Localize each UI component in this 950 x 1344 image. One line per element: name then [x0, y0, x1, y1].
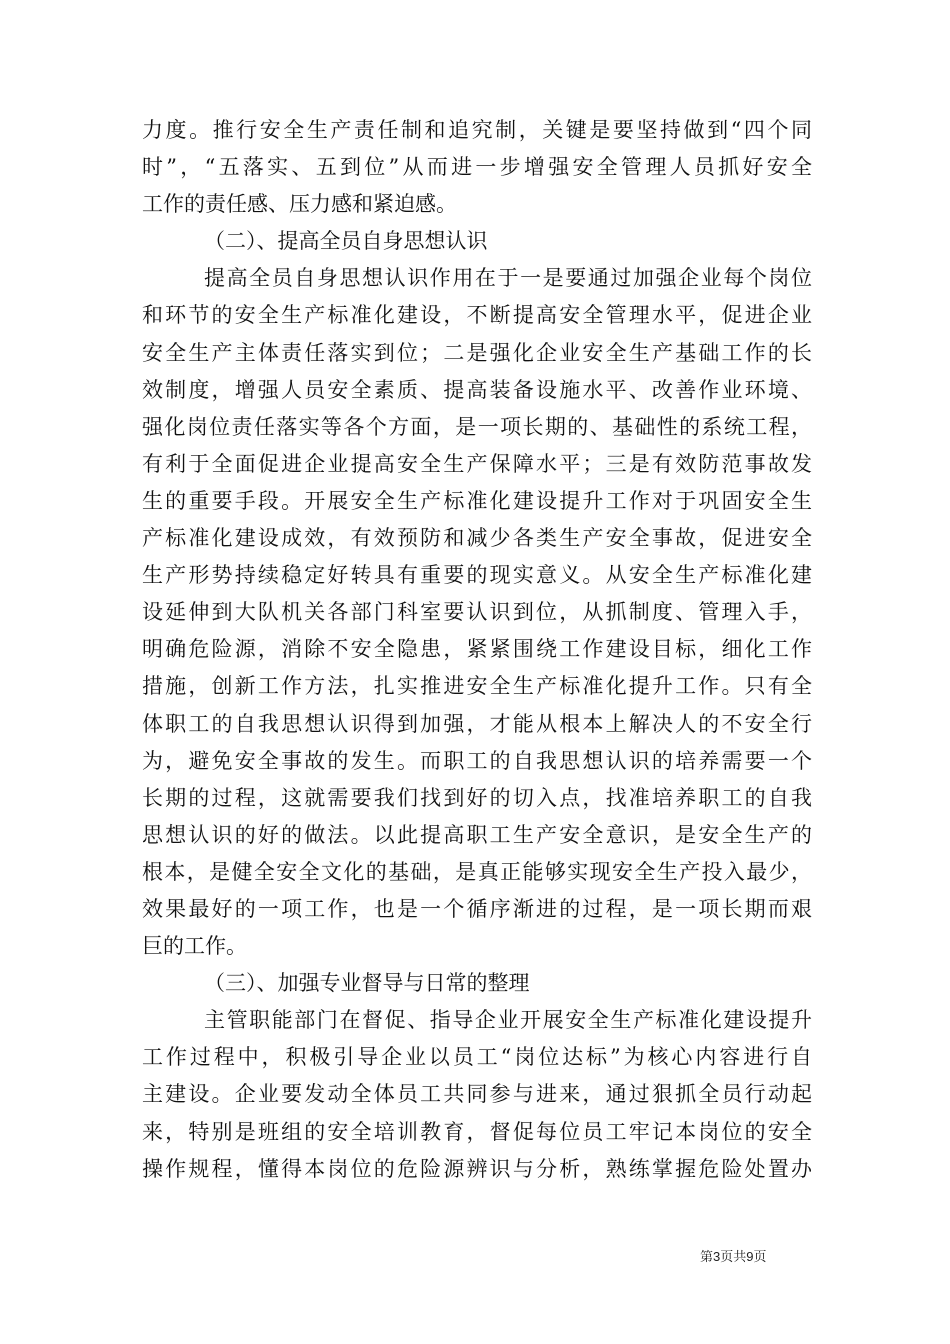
text-line: 明确危险源，消除不安全隐患，紧紧围绕工作建设目标，细化工作 [142, 637, 812, 662]
text-line: 巨的工作。 [142, 934, 247, 959]
section-heading: （三）、加强专业督导与日常的整理 [204, 971, 530, 996]
text-line: 根本，是健全安全文化的基础，是真正能够实现安全生产投入最少， [142, 859, 812, 884]
text-line: 操作规程，懂得本岗位的危险源辨识与分析，熟练掌握危险处置办 [142, 1156, 812, 1181]
paragraph-first-line: 提高全员自身思想认识作用在于一是要通过加强企业每个岗位 [204, 266, 812, 291]
text-line: 强化岗位责任落实等各个方面，是一项长期的、基础性的系统工程， [142, 414, 812, 439]
paragraph-first-line: 主管职能部门在督促、指导企业开展安全生产标准化建设提升 [204, 1008, 812, 1033]
footer-suffix: 页 [753, 1250, 767, 1265]
text-line: 和环节的安全生产标准化建设，不断提高安全管理水平，促进企业 [142, 303, 812, 328]
footer-prefix: 第 [700, 1250, 714, 1265]
text-line: 工作的责任感、压力感和紧迫感。 [142, 192, 457, 217]
text-line: 有利于全面促进企业提高安全生产保障水平；三是有效防范事故发 [142, 451, 812, 476]
text-line: 安全生产主体责任落实到位；二是强化企业安全生产基础工作的长 [142, 340, 812, 365]
text-line: 来，特别是班组的安全培训教育，督促每位员工牢记本岗位的安全 [142, 1119, 812, 1144]
text-line: 生的重要手段。开展安全生产标准化建设提升工作对于巩固安全生 [142, 488, 812, 513]
footer-middle: 页共 [720, 1250, 747, 1265]
text-line: 体职工的自我思想认识得到加强，才能从根本上解决人的不安全行 [142, 711, 812, 736]
footer-total-pages: 9 [746, 1249, 754, 1264]
footer-current-page: 3 [713, 1249, 721, 1264]
document-body [142, 112, 812, 1188]
text-line: 产标准化建设成效，有效预防和减少各类生产安全事故，促进安全 [142, 526, 812, 551]
page-footer [700, 1246, 767, 1265]
text-line: 思想认识的好的做法。以此提高职工生产安全意识，是安全生产的 [142, 822, 812, 847]
text-line: 生产形势持续稳定好转具有重要的现实意义。从安全生产标准化建 [142, 563, 812, 588]
text-line: 力度。推行安全生产责任制和追究制，关键是要坚持做到“四个同 [142, 118, 812, 142]
text-line: 工作过程中，积极引导企业以员工“岗位达标”为核心内容进行自 [142, 1045, 812, 1070]
text-line: 为，避免安全事故的发生。而职工的自我思想认识的培养需要一个 [142, 748, 812, 773]
text-line: 设延伸到大队机关各部门科室要认识到位，从抓制度、管理入手， [142, 600, 812, 625]
text-line: 效果最好的一项工作，也是一个循序渐进的过程，是一项长期而艰 [142, 896, 812, 921]
text-line: 措施，创新工作方法，扎实推进安全生产标准化提升工作。只有全 [142, 674, 812, 699]
text-line: 长期的过程，这就需要我们找到好的切入点，找准培养职工的自我 [142, 785, 812, 810]
text-line: 主建设。企业要发动全体员工共同参与进来，通过狠抓全员行动起 [142, 1082, 812, 1107]
text-line: 时”，“五落实、五到位”从而进一步增强安全管理人员抓好安全 [142, 155, 812, 180]
text-line: 效制度，增强人员安全素质、提高装备设施水平、改善作业环境、 [142, 377, 812, 402]
section-heading: （二）、提高全员自身思想认识 [204, 229, 488, 254]
